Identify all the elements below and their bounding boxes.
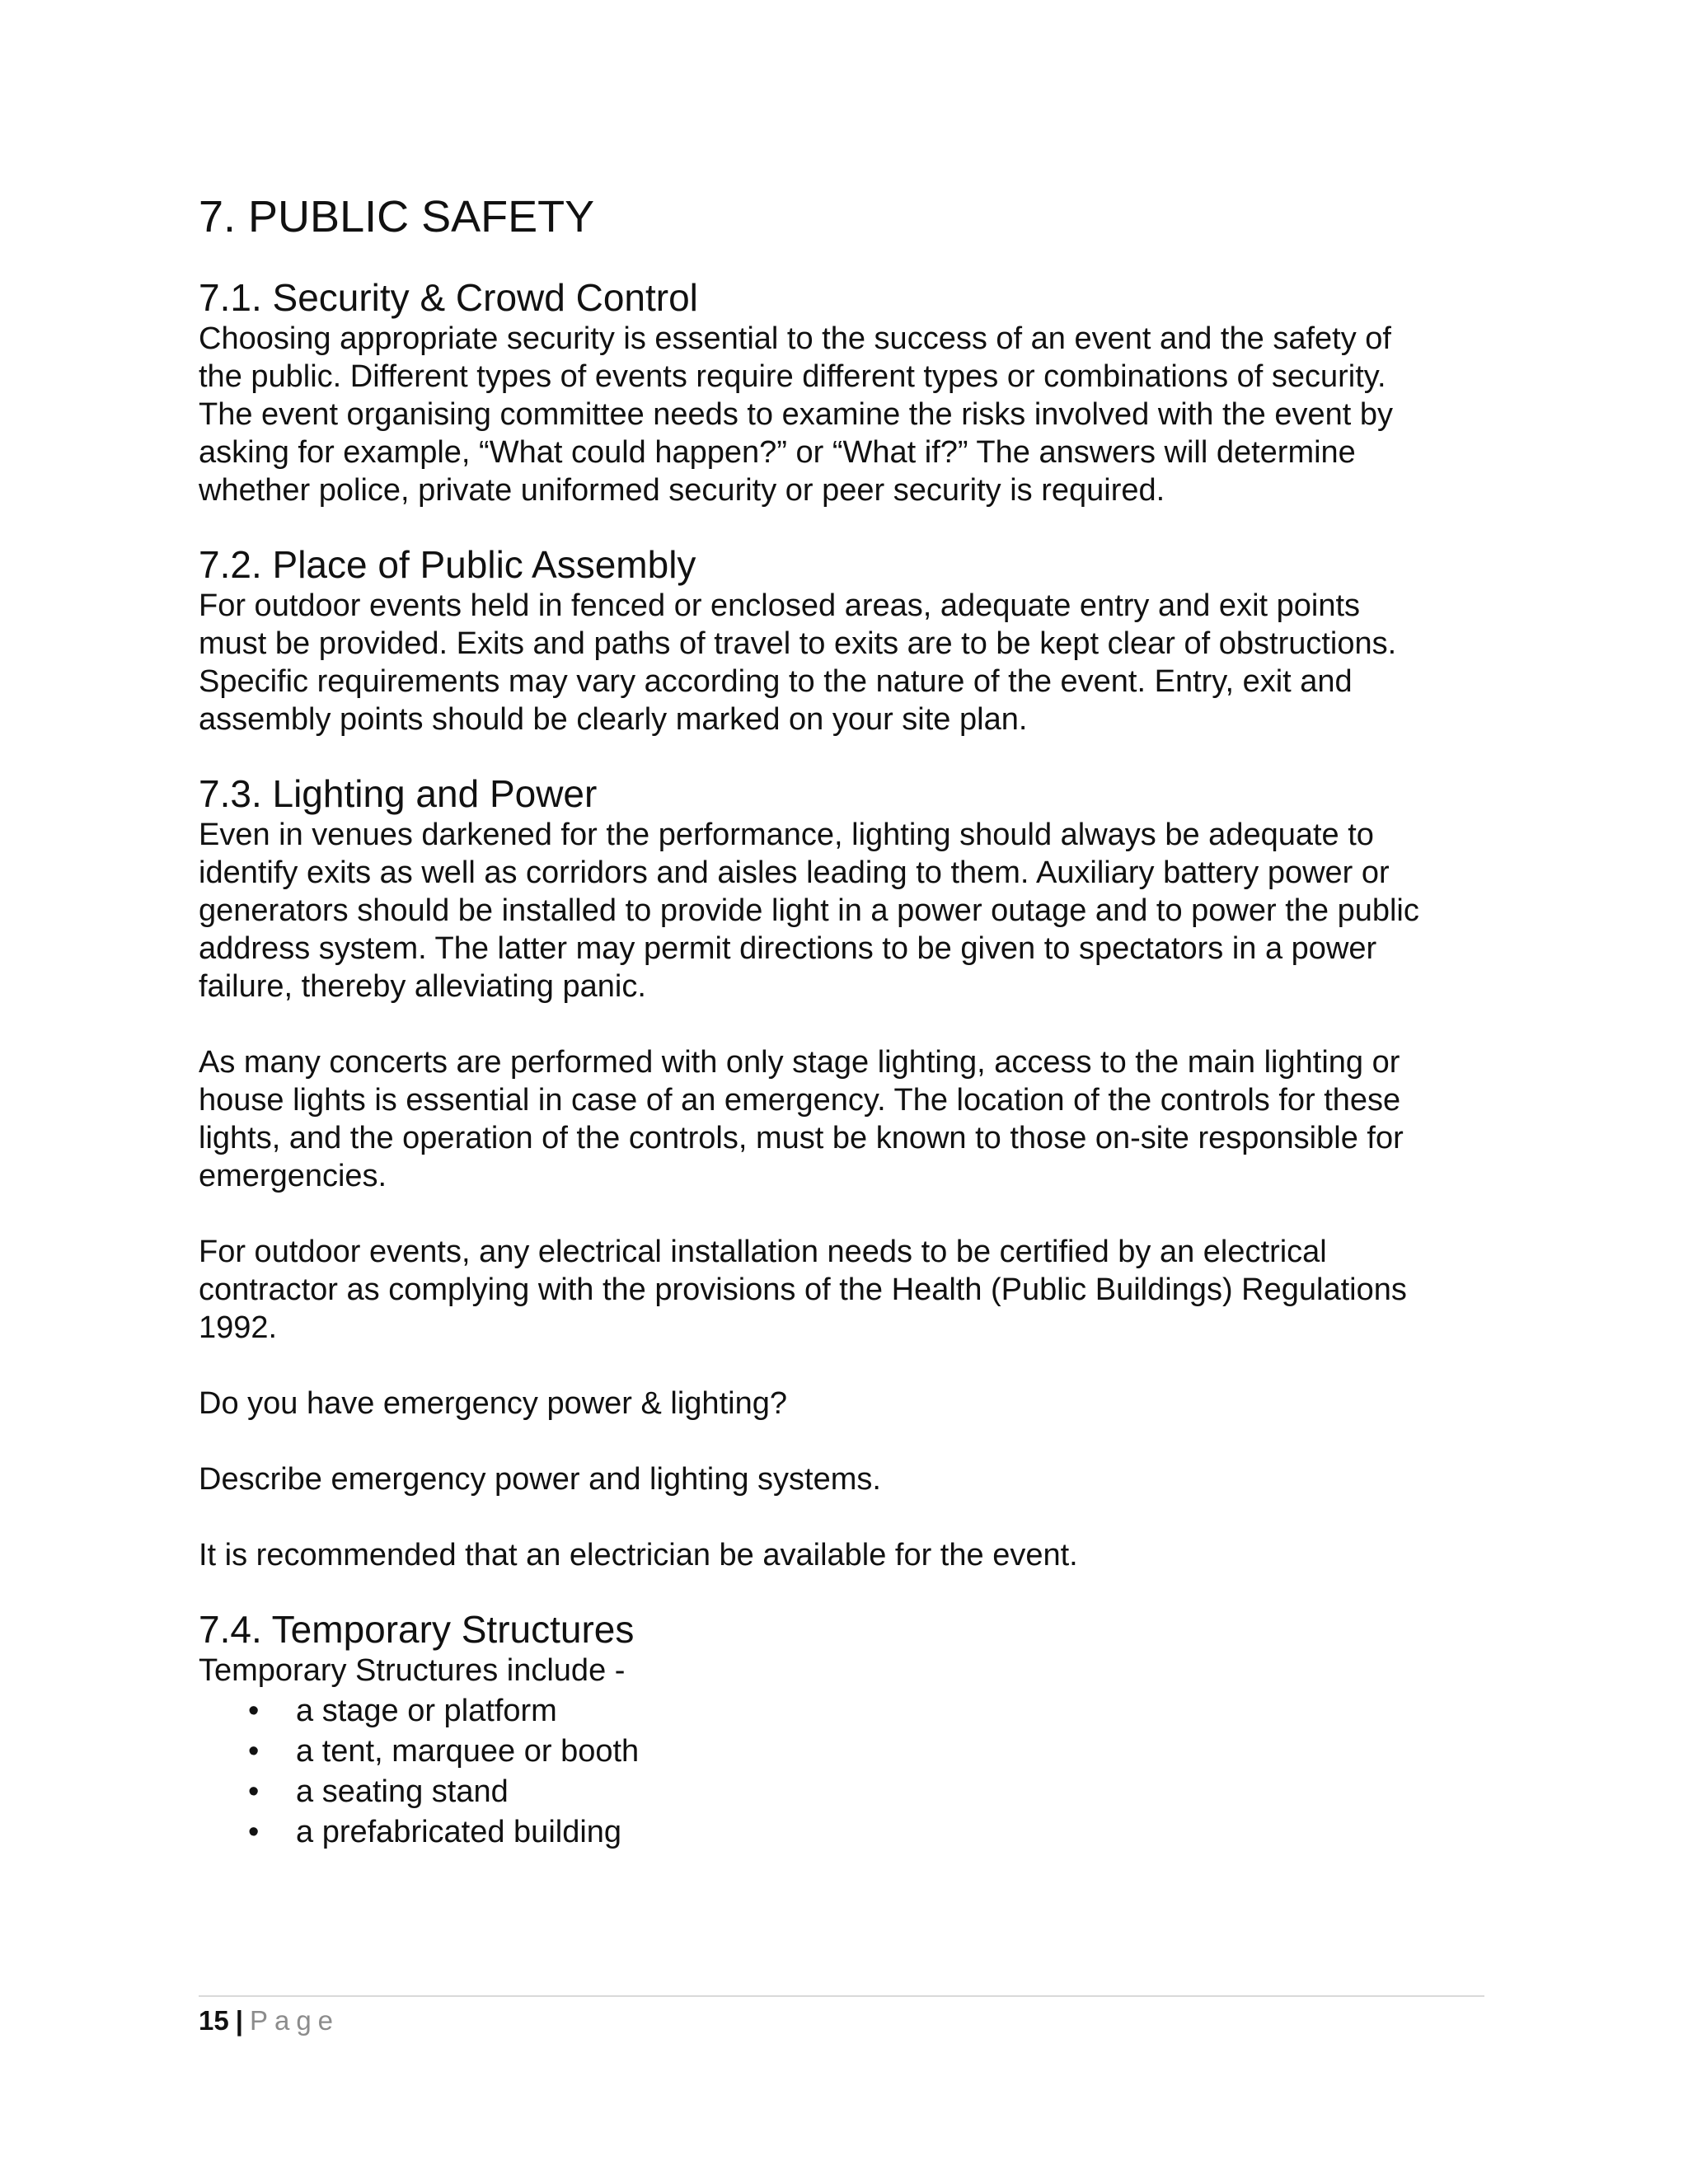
section-7-4-intro: Temporary Structures include - <box>199 1653 626 1688</box>
text-line: the public. Different types of events require different types or combinations of security. <box>199 359 1386 394</box>
section-7-1-paragraph <box>199 320 1501 509</box>
section-7-2 <box>199 542 1501 738</box>
section-7-4-title: 7.4. Temporary Structures <box>199 1608 635 1651</box>
page-label: Page <box>249 2005 340 2036</box>
text-line: For outdoor events held in fenced or enclosed areas, adequate entry and exit points <box>199 588 1361 623</box>
recommendation-electrician: It is recommended that an electrician be available for the event. <box>199 1538 1078 1572</box>
document-page <box>199 190 1501 1886</box>
text-line: failure, thereby alleviating panic. <box>199 969 646 1004</box>
temporary-structures-list <box>199 1691 1501 1853</box>
bullet-icon: • <box>248 1815 260 1849</box>
list-item-text: a stage or platform <box>296 1694 557 1728</box>
page-footer <box>199 2004 340 2037</box>
question-describe-systems: Describe emergency power and lighting systems. <box>199 1462 881 1497</box>
text-line: assembly points should be clearly marked on your site plan. <box>199 702 1028 737</box>
section-7-2-paragraph <box>199 587 1501 738</box>
text-line: must be provided. Exits and paths of travel to exits are to be kept clear of obstructions. <box>199 626 1397 661</box>
text-line: Choosing appropriate security is essential to the success of an event and the safety of <box>199 321 1391 356</box>
page-number: 15 <box>199 2005 229 2036</box>
text-line: Even in venues darkened for the performance, lighting should always be adequate to <box>199 818 1374 852</box>
text-line: generators should be installed to provide light in a power outage and to power the public <box>199 893 1419 928</box>
section-7-3-paragraph-1 <box>199 816 1501 1005</box>
footer-divider <box>199 1995 1484 1997</box>
section-7-3-paragraph-2 <box>199 1043 1501 1195</box>
list-item-text: a seating stand <box>296 1774 509 1809</box>
list-item <box>199 1732 1501 1772</box>
list-item-text: a prefabricated building <box>296 1815 622 1849</box>
text-line: lights, and the operation of the controls, must be known to those on-site responsible for <box>199 1121 1404 1155</box>
footer-separator: | <box>235 2005 243 2036</box>
section-heading: 7. PUBLIC SAFETY <box>199 192 595 241</box>
text-line: emergencies. <box>199 1159 387 1193</box>
section-7-3 <box>199 771 1501 1574</box>
section-7-1-title: 7.1. Security & Crowd Control <box>199 276 698 319</box>
list-item <box>199 1812 1501 1853</box>
text-line: 1992. <box>199 1310 278 1345</box>
text-line: The event organising committee needs to examine the risks involved with the event by <box>199 397 1393 432</box>
text-line: Specific requirements may vary according to the nature of the event. Entry, exit and <box>199 664 1353 699</box>
text-line: address system. The latter may permit directions to be given to spectators in a power <box>199 931 1377 966</box>
section-7-3-paragraph-3 <box>199 1233 1501 1347</box>
list-item-text: a tent, marquee or booth <box>296 1734 640 1769</box>
text-line: contractor as complying with the provisions of the Health (Public Buildings) Regulations <box>199 1272 1407 1307</box>
section-7-4 <box>199 1607 1501 1853</box>
section-7-2-title: 7.2. Place of Public Assembly <box>199 543 696 586</box>
section-7-3-title: 7.3. Lighting and Power <box>199 772 598 815</box>
section-7-1 <box>199 275 1501 509</box>
bullet-icon: • <box>248 1694 260 1728</box>
bullet-icon: • <box>248 1774 260 1809</box>
bullet-icon: • <box>248 1734 260 1769</box>
question-emergency-power: Do you have emergency power & lighting? <box>199 1386 787 1421</box>
text-line: identify exits as well as corridors and aisles leading to them. Auxiliary battery power or <box>199 855 1390 890</box>
text-line: whether police, private uniformed security or peer security is required. <box>199 473 1165 508</box>
text-line: asking for example, “What could happen?” or “What if?” The answers will determine <box>199 435 1356 470</box>
text-line: As many concerts are performed with only stage lighting, access to the main lighting or <box>199 1045 1400 1080</box>
list-item <box>199 1691 1501 1732</box>
text-line: house lights is essential in case of an emergency. The location of the controls for these <box>199 1083 1401 1118</box>
list-item <box>199 1772 1501 1812</box>
text-line: For outdoor events, any electrical installation needs to be certified by an electrical <box>199 1235 1327 1269</box>
